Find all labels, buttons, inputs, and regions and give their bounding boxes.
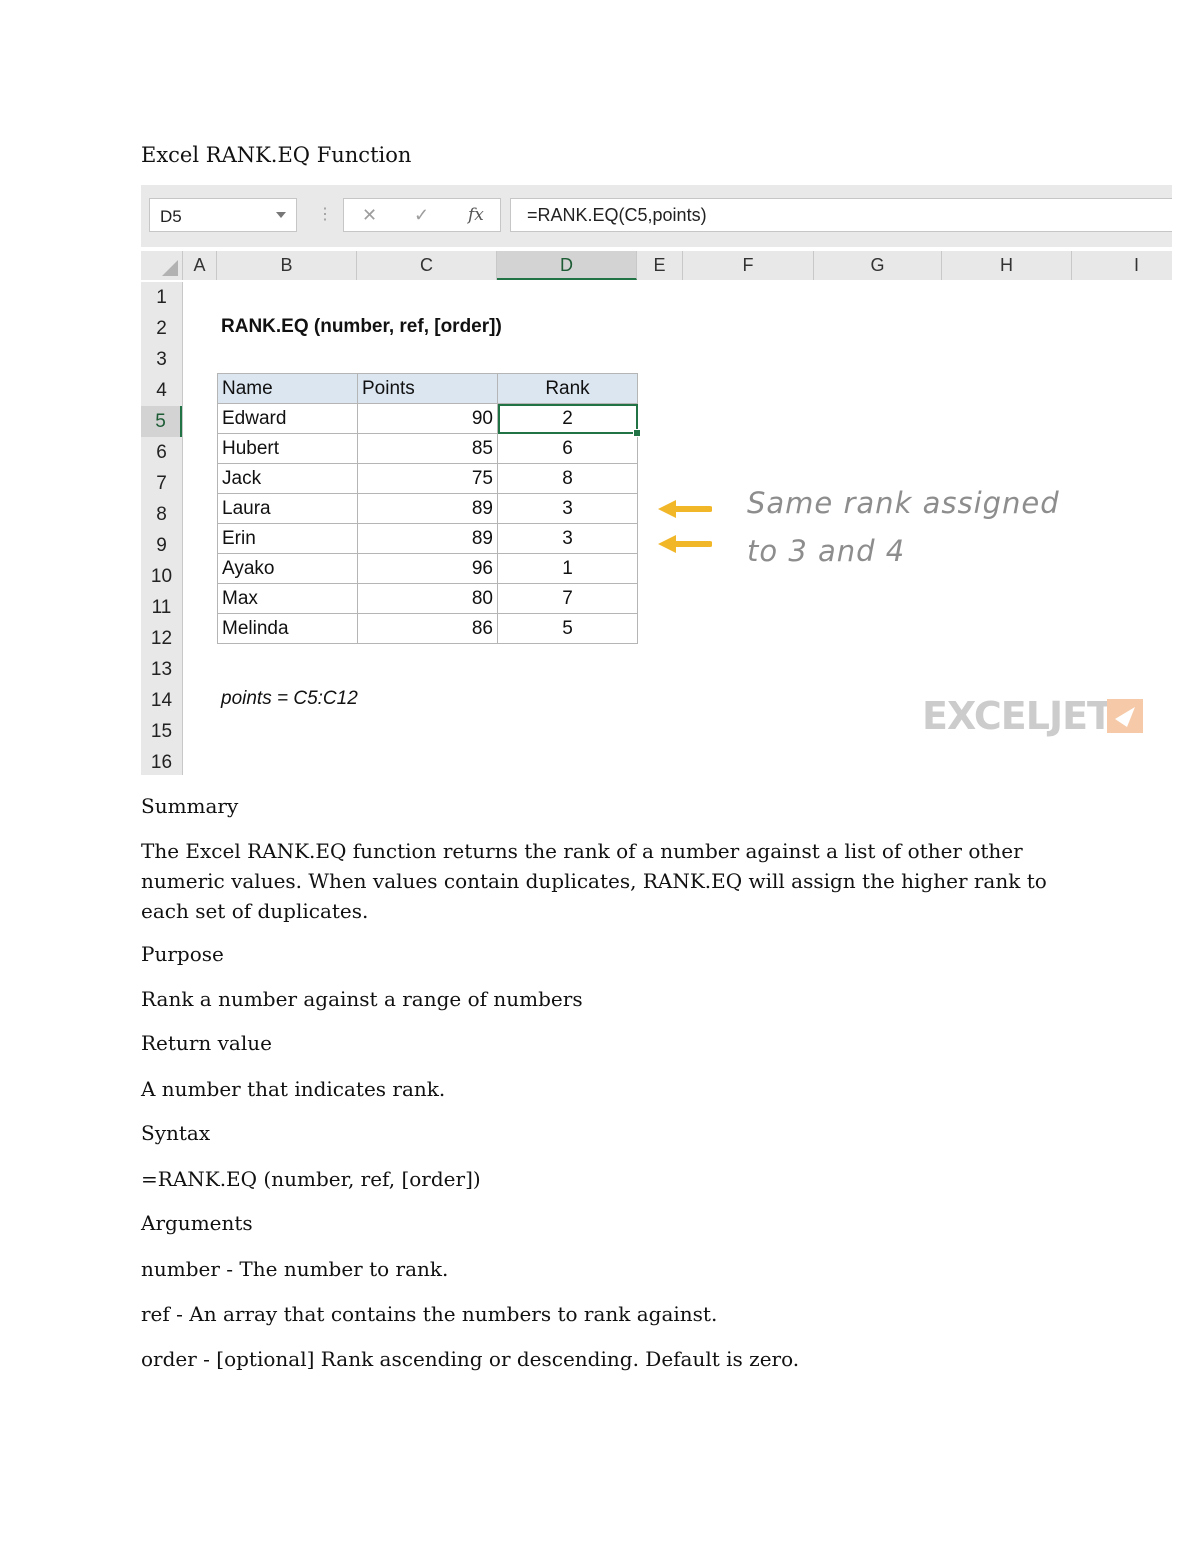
rank-cell[interactable]: 8 — [498, 464, 638, 494]
return-value-heading: Return value — [141, 1031, 272, 1055]
row-header-14[interactable]: 14 — [150, 690, 173, 711]
points-cell[interactable]: 75 — [358, 464, 498, 494]
select-all-icon — [162, 260, 178, 276]
column-header-f[interactable]: F — [683, 251, 814, 280]
exceljet-logo: EXCELJET — [922, 694, 1112, 738]
table-row — [218, 464, 638, 494]
name-cell[interactable]: Max — [218, 584, 358, 614]
formula-bar — [141, 185, 1172, 247]
table-row — [218, 524, 638, 554]
summary-text: The Excel RANK.EQ function returns the rank of a number against a list of other other numeric values. When values contain duplicates, RANK.EQ will assign the higher rank to each set of duplicates. — [141, 839, 1047, 923]
column-header-b[interactable]: B — [217, 251, 357, 280]
table-row — [218, 554, 638, 584]
sheet-title-cell[interactable]: RANK.EQ (number, ref, [order]) — [221, 316, 502, 337]
name-cell[interactable]: Hubert — [218, 434, 358, 464]
enter-icon[interactable]: ✓ — [414, 205, 430, 225]
row-header-6[interactable]: 6 — [156, 442, 167, 463]
rank-cell[interactable]: 3 — [498, 524, 638, 554]
name-box[interactable] — [149, 198, 297, 232]
row-header-10[interactable]: 10 — [150, 566, 173, 587]
name-box-value: D5 — [160, 207, 182, 226]
row-header-12[interactable]: 12 — [150, 628, 173, 649]
document-title: Excel RANK.EQ Function — [141, 143, 412, 167]
table-row — [218, 494, 638, 524]
rank-table — [217, 373, 638, 644]
row-header-8[interactable]: 8 — [156, 504, 167, 525]
syntax-heading: Syntax — [141, 1121, 211, 1145]
column-header-g[interactable]: G — [814, 251, 942, 280]
points-cell[interactable]: 89 — [358, 524, 498, 554]
header-name[interactable]: Name — [218, 374, 358, 404]
column-header-a[interactable]: A — [183, 251, 217, 280]
table-row — [218, 584, 638, 614]
points-cell[interactable]: 90 — [358, 404, 498, 434]
name-cell[interactable]: Laura — [218, 494, 358, 524]
annotation-line-1: Same rank assigned — [747, 486, 1060, 520]
column-header-i[interactable]: I — [1072, 251, 1172, 280]
arrow-left-icon — [654, 533, 712, 555]
rank-cell[interactable]: 3 — [498, 494, 638, 524]
argument-number: number - The number to rank. — [141, 1257, 449, 1281]
exceljet-logo-icon — [1107, 699, 1143, 733]
chevron-down-icon[interactable] — [276, 212, 286, 218]
table-row — [218, 404, 638, 434]
points-cell[interactable]: 86 — [358, 614, 498, 644]
row-headers — [141, 282, 183, 775]
rank-cell-active[interactable] — [498, 404, 638, 434]
return-value-text: A number that indicates rank. — [141, 1077, 446, 1101]
row-header-9[interactable]: 9 — [156, 535, 167, 556]
named-range-note[interactable]: points = C5:C12 — [221, 688, 358, 709]
cancel-icon[interactable]: ✕ — [362, 205, 378, 225]
row-header-15[interactable]: 15 — [150, 721, 173, 742]
points-cell[interactable]: 80 — [358, 584, 498, 614]
header-points[interactable]: Points — [358, 374, 498, 404]
row-header-7[interactable]: 7 — [156, 473, 167, 494]
name-cell[interactable]: Erin — [218, 524, 358, 554]
header-rank[interactable]: Rank — [498, 374, 638, 404]
name-cell[interactable]: Jack — [218, 464, 358, 494]
row-header-2[interactable]: 2 — [156, 318, 167, 339]
row-header-1[interactable]: 1 — [156, 287, 167, 308]
rank-cell[interactable]: 6 — [498, 434, 638, 464]
column-headers — [183, 251, 1172, 280]
row-header-4[interactable]: 4 — [156, 380, 167, 401]
row-header-11[interactable]: 11 — [151, 597, 172, 618]
points-cell[interactable]: 85 — [358, 434, 498, 464]
more-options-icon: ⋮ — [317, 206, 333, 223]
row-header-13[interactable]: 13 — [150, 659, 173, 680]
purpose-text: Rank a number against a range of numbers — [141, 987, 583, 1011]
summary-heading: Summary — [141, 794, 239, 818]
formula-buttons — [343, 198, 501, 232]
annotation-line-2: to 3 and 4 — [747, 534, 906, 568]
column-header-h[interactable]: H — [942, 251, 1072, 280]
arrow-left-icon — [654, 498, 712, 520]
arguments-heading: Arguments — [141, 1211, 253, 1235]
column-header-e[interactable]: E — [637, 251, 683, 280]
rank-value: 2 — [562, 407, 573, 429]
formula-input[interactable]: =RANK.EQ(C5,points) — [510, 198, 1172, 232]
row-header-3[interactable]: 3 — [156, 349, 167, 370]
points-cell[interactable]: 96 — [358, 554, 498, 584]
table-row — [218, 434, 638, 464]
argument-order: order - [optional] Rank ascending or descending. Default is zero. — [141, 1347, 800, 1371]
fx-icon[interactable]: fx — [468, 205, 484, 225]
row-header-5[interactable]: 5 — [141, 406, 182, 437]
table-row — [218, 614, 638, 644]
row-header-16[interactable]: 16 — [150, 752, 173, 773]
table-header-row — [218, 374, 638, 404]
rank-cell[interactable]: 1 — [498, 554, 638, 584]
spreadsheet-screenshot — [141, 185, 1172, 775]
argument-ref: ref - An array that contains the numbers to rank against. — [141, 1302, 718, 1326]
rank-cell[interactable]: 7 — [498, 584, 638, 614]
name-cell[interactable]: Edward — [218, 404, 358, 434]
select-all-corner[interactable] — [141, 251, 183, 280]
name-cell[interactable]: Melinda — [218, 614, 358, 644]
fill-handle[interactable] — [633, 429, 641, 437]
syntax-text: =RANK.EQ (number, ref, [order]) — [141, 1167, 481, 1191]
duplicate-rank-annotation — [747, 479, 1060, 575]
name-cell[interactable]: Ayako — [218, 554, 358, 584]
rank-cell[interactable]: 5 — [498, 614, 638, 644]
column-header-c[interactable]: C — [357, 251, 497, 280]
column-header-d[interactable]: D — [497, 251, 637, 280]
points-cell[interactable]: 89 — [358, 494, 498, 524]
purpose-heading: Purpose — [141, 942, 224, 966]
